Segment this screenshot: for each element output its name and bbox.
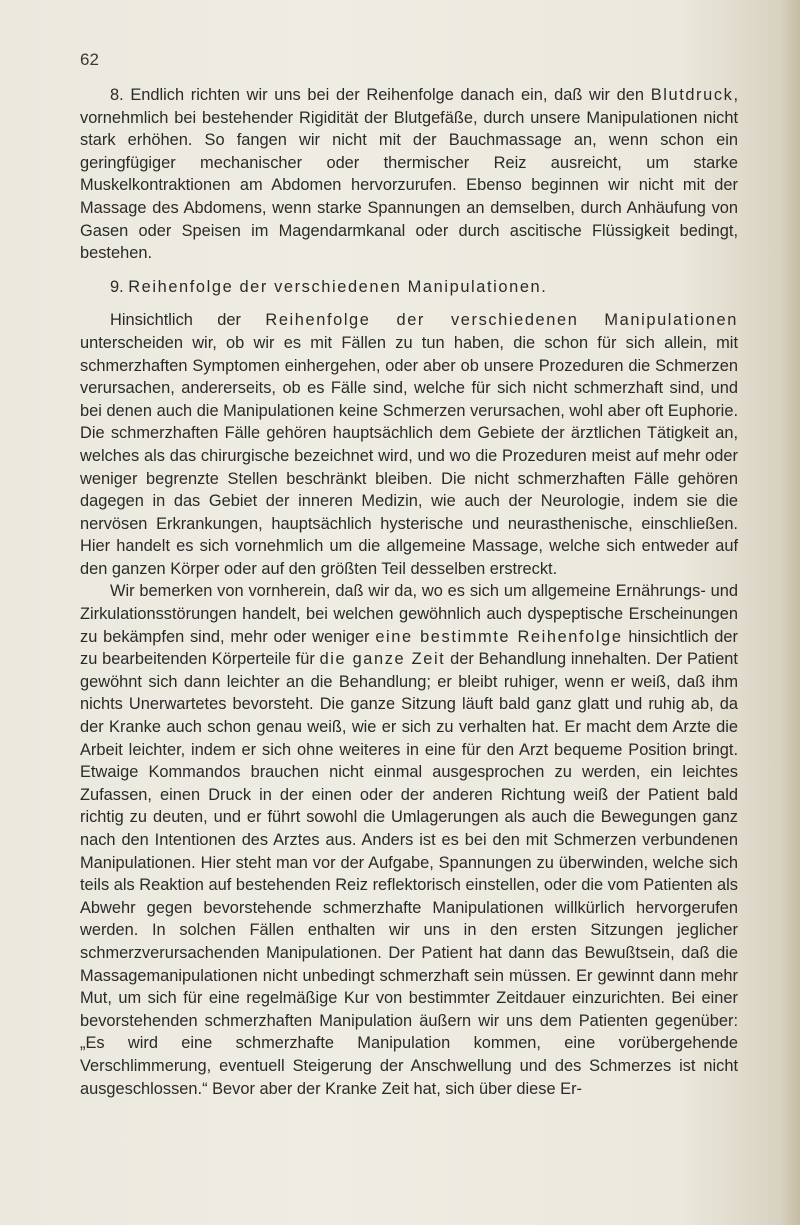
emphasis-ganze-zeit: die ganze Zeit [319, 650, 446, 669]
page-number: 62 [80, 50, 99, 69]
paragraph-general-observations [80, 580, 738, 1100]
paragraph-text: , vornehmlich bei bestehender Rigidität der Blutgefäße, durch unsere Manipulationen nicht stark erhöhen. So fangen wir nicht mit der Bauchmassage an, wenn schon ein geringfügiger mechanischer oder thermischer Reiz ausreicht, um starke Muskelkontraktionen am Abdomen hervorzurufen. Ebenso beginnen wir nicht mit der Massage des Abdomens, wenn starke Spannungen an demselben, durch Anhäufung von Gasen oder Speisen im Magendarmkanal oder durch ascitische Flüssigkeit bedingt, bestehen. [80, 86, 738, 263]
paragraph-text: 8. Endlich richten wir uns bei der Reihenfolge danach ein, daß wir den [110, 86, 651, 104]
emphasis-bestimmte-reihenfolge: eine bestimmte Reihenfolge [375, 627, 623, 646]
page-edge-shadow [782, 0, 800, 1225]
emphasis-blutdruck: Blutdruck [650, 86, 734, 104]
paragraph-text: Hinsichtlich der [110, 311, 266, 330]
paragraph-order-of-manipulations [80, 309, 738, 580]
body-text [80, 84, 738, 1100]
paragraph-text: unterscheiden wir, ob wir es mit Fällen zu tun haben, die schon für sich allein, mit schmerzhaften Symptomen einhergehen, oder aber ob unsere Prozeduren die Schmerzen verursachen, andererseits, ob es Fälle sind, welche für sich nicht schmerzhaft sind, und bei denen auch die Manipulationen keine Schmerzen verursachen, wohl aber oft Euphorie. Die schmerzhaften Fälle gehören hauptsächlich dem Gebiete der ärztlichen Tätigkeit an, welches als das chirurgische bezeichnet wird, und wo die Prozeduren meist auf mehr oder weniger begrenzte Stellen beschränkt bleiben. Die nicht schmerzhaften Fälle gehören dagegen in das Gebiet der inneren Medizin, wie auch der Neurologie, indem sie die nervösen Erkrankungen, hauptsächlich hysterische und neurasthenische, einschließen. Hier handelt es sich vornehmlich um die allgemeine Massage, welche sich entweder auf den ganzen Körper oder auf den größten Teil desselben erstreckt. [80, 333, 738, 578]
paragraph-blood-pressure [80, 84, 738, 265]
section-title: Reihenfolge der verschiedenen Manipulationen. [128, 277, 548, 296]
section-number: 9. [110, 277, 129, 296]
paragraph-text: Wir bemerken von vornherein, daß wir da, wo es sich um allgemeine Ernährungs- und Zirkulationsstörungen handelt, bei welchen gewöhnlich auch dyspeptische Erscheinungen zu bekämpfen sind, mehr oder weniger [80, 582, 738, 646]
section-heading [80, 276, 738, 299]
paragraph-text: hinsichtlich der zu bearbeitenden Körperteile für [80, 627, 738, 669]
paragraph-text: der Behandlung innehalten. Der Patient gewöhnt sich dann leichter an die Behandlung; er bleibt ruhiger, wenn er weiß, daß ihm nichts Unerwartetes bevorsteht. Die ganze Sitzung läuft bald ganz glatt und ruhig ab, da der Kranke auch schon genau weiß, wie er sich zu verhalten hat. Er macht dem Arzte die Arbeit leichter, indem er sich ohne weiteres in eine für den Arzt bequeme Position bringt. Etwaige Kommandos brauchen nicht einmal ausgesprochen zu werden, ein leichtes Zufassen, einen Druck in der einen oder der anderen Richtung weiß der Patient bald richtig zu deuten, und er führt sowohl die Umlagerungen als auch die Bewegungen ganz nach den Intentionen des Arztes aus. Anders ist es bei den mit Schmerzen verbundenen Manipulationen. Hier steht man vor der Aufgabe, Spannungen zu überwinden, welche sich teils als Reaktion auf bestehenden Reiz reflektorisch einstellen, oder die vom Patienten als Abwehr gegen bevorstehende schmerzhafte Manipulationen willkürlich hervorgerufen werden. In solchen Fällen enthalten wir uns in den ersten Sitzungen jeglicher schmerzverursachenden Manipulationen. Der Patient hat dann das Bewußtsein, daß die Massagemanipulationen nicht unbedingt schmerzhaft sein müssen. Er gewinnt dann mehr Mut, um sich für eine regelmäßige Kur von bestimmter Zeitdauer einzurichten. Bei einer bevorstehenden schmerzhaften Manipulation äußern wir uns dem Patienten gegenüber: „Es wird eine schmerzhafte Manipulation kommen, eine vorübergehende Verschlimmerung, eventuell Steigerung der Anschwellung und des Schmerzes ist nicht ausgeschlossen.“ Bevor aber der Kranke Zeit hat, sich über diese Er- [80, 650, 738, 1098]
emphasis-reihenfolge: Reihenfolge der verschiedenen Manipulationen [265, 311, 738, 330]
